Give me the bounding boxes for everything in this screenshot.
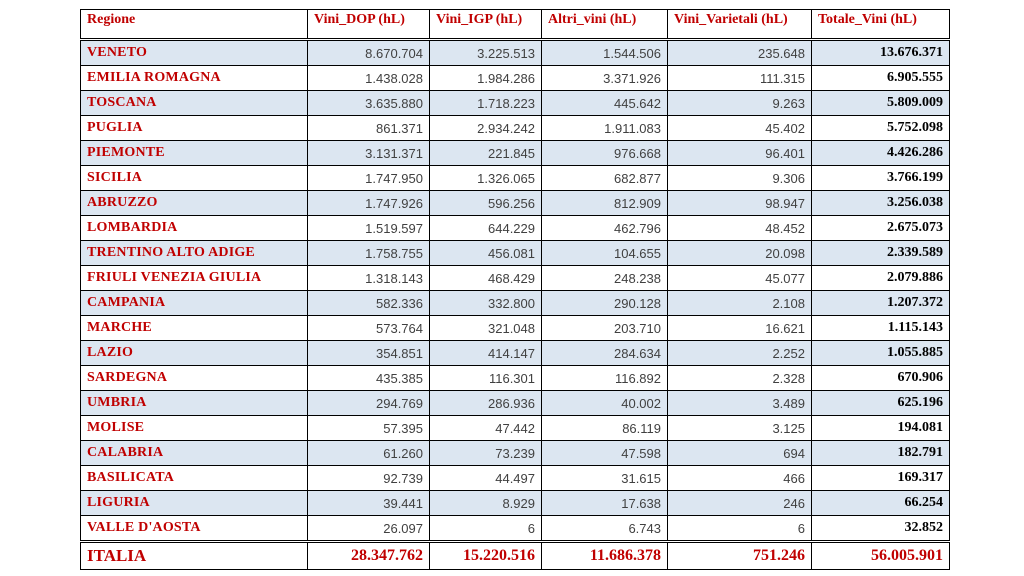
cell-regione: FRIULI VENEZIA GIULIA [81, 266, 308, 291]
cell-totale-vini: 66.254 [812, 491, 950, 516]
total-cell-vini-igp: 15.220.516 [430, 542, 542, 570]
cell-vini-igp: 44.497 [430, 466, 542, 491]
cell-regione: VENETO [81, 40, 308, 66]
cell-regione: LIGURIA [81, 491, 308, 516]
cell-regione: CALABRIA [81, 441, 308, 466]
cell-vini-igp: 116.301 [430, 366, 542, 391]
cell-vini-varietali: 3.489 [668, 391, 812, 416]
cell-totale-vini: 1.115.143 [812, 316, 950, 341]
cell-vini-varietali: 9.263 [668, 91, 812, 116]
table-row [81, 66, 950, 91]
cell-vini-igp: 47.442 [430, 416, 542, 441]
cell-vini-igp: 73.239 [430, 441, 542, 466]
cell-vini-varietali: 2.328 [668, 366, 812, 391]
cell-vini-varietali: 694 [668, 441, 812, 466]
cell-altri-vini: 682.877 [542, 166, 668, 191]
cell-altri-vini: 116.892 [542, 366, 668, 391]
cell-vini-igp: 332.800 [430, 291, 542, 316]
cell-vini-varietali: 16.621 [668, 316, 812, 341]
cell-vini-igp: 456.081 [430, 241, 542, 266]
table-row [81, 366, 950, 391]
header-vini-igp: Vini_IGP (hL) [430, 10, 542, 40]
cell-regione: SARDEGNA [81, 366, 308, 391]
cell-vini-dop: 861.371 [308, 116, 430, 141]
cell-vini-varietali: 3.125 [668, 416, 812, 441]
total-cell-regione: ITALIA [81, 542, 308, 570]
cell-vini-igp: 1.326.065 [430, 166, 542, 191]
cell-regione: CAMPANIA [81, 291, 308, 316]
cell-regione: TRENTINO ALTO ADIGE [81, 241, 308, 266]
total-cell-vini-dop: 28.347.762 [308, 542, 430, 570]
cell-vini-dop: 1.747.926 [308, 191, 430, 216]
total-cell-altri-vini: 11.686.378 [542, 542, 668, 570]
cell-altri-vini: 17.638 [542, 491, 668, 516]
cell-altri-vini: 812.909 [542, 191, 668, 216]
cell-vini-dop: 26.097 [308, 516, 430, 542]
cell-totale-vini: 3.256.038 [812, 191, 950, 216]
cell-totale-vini: 194.081 [812, 416, 950, 441]
header-vini-varietali: Vini_Varietali (hL) [668, 10, 812, 40]
cell-totale-vini: 2.079.886 [812, 266, 950, 291]
cell-vini-dop: 1.519.597 [308, 216, 430, 241]
cell-vini-varietali: 98.947 [668, 191, 812, 216]
cell-altri-vini: 6.743 [542, 516, 668, 542]
cell-vini-igp: 286.936 [430, 391, 542, 416]
table-row [81, 466, 950, 491]
cell-vini-dop: 92.739 [308, 466, 430, 491]
cell-regione: LAZIO [81, 341, 308, 366]
cell-vini-varietali: 246 [668, 491, 812, 516]
cell-vini-dop: 354.851 [308, 341, 430, 366]
cell-totale-vini: 32.852 [812, 516, 950, 542]
cell-regione: ABRUZZO [81, 191, 308, 216]
cell-totale-vini: 1.055.885 [812, 341, 950, 366]
cell-vini-dop: 582.336 [308, 291, 430, 316]
cell-altri-vini: 1.911.083 [542, 116, 668, 141]
cell-totale-vini: 6.905.555 [812, 66, 950, 91]
table-row [81, 91, 950, 116]
cell-altri-vini: 248.238 [542, 266, 668, 291]
cell-altri-vini: 40.002 [542, 391, 668, 416]
cell-vini-dop: 1.747.950 [308, 166, 430, 191]
cell-totale-vini: 4.426.286 [812, 141, 950, 166]
cell-totale-vini: 625.196 [812, 391, 950, 416]
cell-vini-varietali: 45.077 [668, 266, 812, 291]
cell-altri-vini: 284.634 [542, 341, 668, 366]
cell-regione: MARCHE [81, 316, 308, 341]
cell-vini-igp: 2.934.242 [430, 116, 542, 141]
cell-vini-varietali: 111.315 [668, 66, 812, 91]
cell-vini-dop: 1.758.755 [308, 241, 430, 266]
cell-regione: EMILIA ROMAGNA [81, 66, 308, 91]
cell-vini-igp: 6 [430, 516, 542, 542]
cell-vini-igp: 644.229 [430, 216, 542, 241]
cell-regione: VALLE D'AOSTA [81, 516, 308, 542]
table-row [81, 166, 950, 191]
cell-vini-dop: 435.385 [308, 366, 430, 391]
table-row [81, 341, 950, 366]
cell-totale-vini: 2.339.589 [812, 241, 950, 266]
table-row [81, 491, 950, 516]
table-row [81, 141, 950, 166]
table-row [81, 516, 950, 542]
table-row [81, 391, 950, 416]
cell-regione: SICILIA [81, 166, 308, 191]
cell-vini-dop: 61.260 [308, 441, 430, 466]
cell-regione: LOMBARDIA [81, 216, 308, 241]
cell-vini-varietali: 45.402 [668, 116, 812, 141]
table-row [81, 40, 950, 66]
cell-totale-vini: 3.766.199 [812, 166, 950, 191]
cell-altri-vini: 976.668 [542, 141, 668, 166]
cell-altri-vini: 462.796 [542, 216, 668, 241]
table-row [81, 416, 950, 441]
header-vini-dop: Vini_DOP (hL) [308, 10, 430, 40]
cell-regione: BASILICATA [81, 466, 308, 491]
cell-vini-igp: 1.718.223 [430, 91, 542, 116]
cell-regione: MOLISE [81, 416, 308, 441]
cell-altri-vini: 203.710 [542, 316, 668, 341]
cell-vini-igp: 414.147 [430, 341, 542, 366]
cell-vini-dop: 8.670.704 [308, 40, 430, 66]
cell-totale-vini: 5.809.009 [812, 91, 950, 116]
cell-vini-varietali: 6 [668, 516, 812, 542]
cell-altri-vini: 31.615 [542, 466, 668, 491]
cell-vini-varietali: 2.108 [668, 291, 812, 316]
cell-regione: PIEMONTE [81, 141, 308, 166]
cell-vini-varietali: 20.098 [668, 241, 812, 266]
cell-vini-varietali: 96.401 [668, 141, 812, 166]
cell-vini-igp: 468.429 [430, 266, 542, 291]
header-regione: Regione [81, 10, 308, 40]
cell-totale-vini: 1.207.372 [812, 291, 950, 316]
cell-vini-dop: 1.318.143 [308, 266, 430, 291]
cell-totale-vini: 182.791 [812, 441, 950, 466]
cell-vini-varietali: 235.648 [668, 40, 812, 66]
table-row [81, 291, 950, 316]
total-row [81, 542, 950, 570]
table-header-row [81, 10, 950, 40]
cell-totale-vini: 2.675.073 [812, 216, 950, 241]
wine-production-table [80, 9, 950, 570]
header-altri-vini: Altri_vini (hL) [542, 10, 668, 40]
table-row [81, 441, 950, 466]
cell-vini-varietali: 48.452 [668, 216, 812, 241]
cell-vini-igp: 321.048 [430, 316, 542, 341]
cell-vini-igp: 596.256 [430, 191, 542, 216]
cell-vini-dop: 3.635.880 [308, 91, 430, 116]
cell-vini-dop: 1.438.028 [308, 66, 430, 91]
table-row [81, 316, 950, 341]
cell-vini-varietali: 466 [668, 466, 812, 491]
cell-vini-dop: 57.395 [308, 416, 430, 441]
cell-vini-igp: 1.984.286 [430, 66, 542, 91]
cell-vini-dop: 294.769 [308, 391, 430, 416]
cell-altri-vini: 1.544.506 [542, 40, 668, 66]
cell-regione: TOSCANA [81, 91, 308, 116]
cell-totale-vini: 5.752.098 [812, 116, 950, 141]
cell-altri-vini: 445.642 [542, 91, 668, 116]
cell-altri-vini: 290.128 [542, 291, 668, 316]
cell-vini-dop: 39.441 [308, 491, 430, 516]
cell-altri-vini: 86.119 [542, 416, 668, 441]
table-row [81, 266, 950, 291]
table-body [81, 40, 950, 570]
cell-altri-vini: 3.371.926 [542, 66, 668, 91]
cell-totale-vini: 13.676.371 [812, 40, 950, 66]
table-row [81, 241, 950, 266]
cell-totale-vini: 169.317 [812, 466, 950, 491]
cell-vini-varietali: 2.252 [668, 341, 812, 366]
cell-vini-dop: 573.764 [308, 316, 430, 341]
cell-vini-varietali: 9.306 [668, 166, 812, 191]
total-cell-vini-varietali: 751.246 [668, 542, 812, 570]
cell-regione: PUGLIA [81, 116, 308, 141]
cell-regione: UMBRIA [81, 391, 308, 416]
total-cell-totale-vini: 56.005.901 [812, 542, 950, 570]
cell-totale-vini: 670.906 [812, 366, 950, 391]
cell-vini-dop: 3.131.371 [308, 141, 430, 166]
cell-vini-igp: 221.845 [430, 141, 542, 166]
header-totale-vini: Totale_Vini (hL) [812, 10, 950, 40]
table-row [81, 191, 950, 216]
table-row [81, 116, 950, 141]
cell-vini-igp: 3.225.513 [430, 40, 542, 66]
table-row [81, 216, 950, 241]
cell-altri-vini: 104.655 [542, 241, 668, 266]
cell-vini-igp: 8.929 [430, 491, 542, 516]
cell-altri-vini: 47.598 [542, 441, 668, 466]
